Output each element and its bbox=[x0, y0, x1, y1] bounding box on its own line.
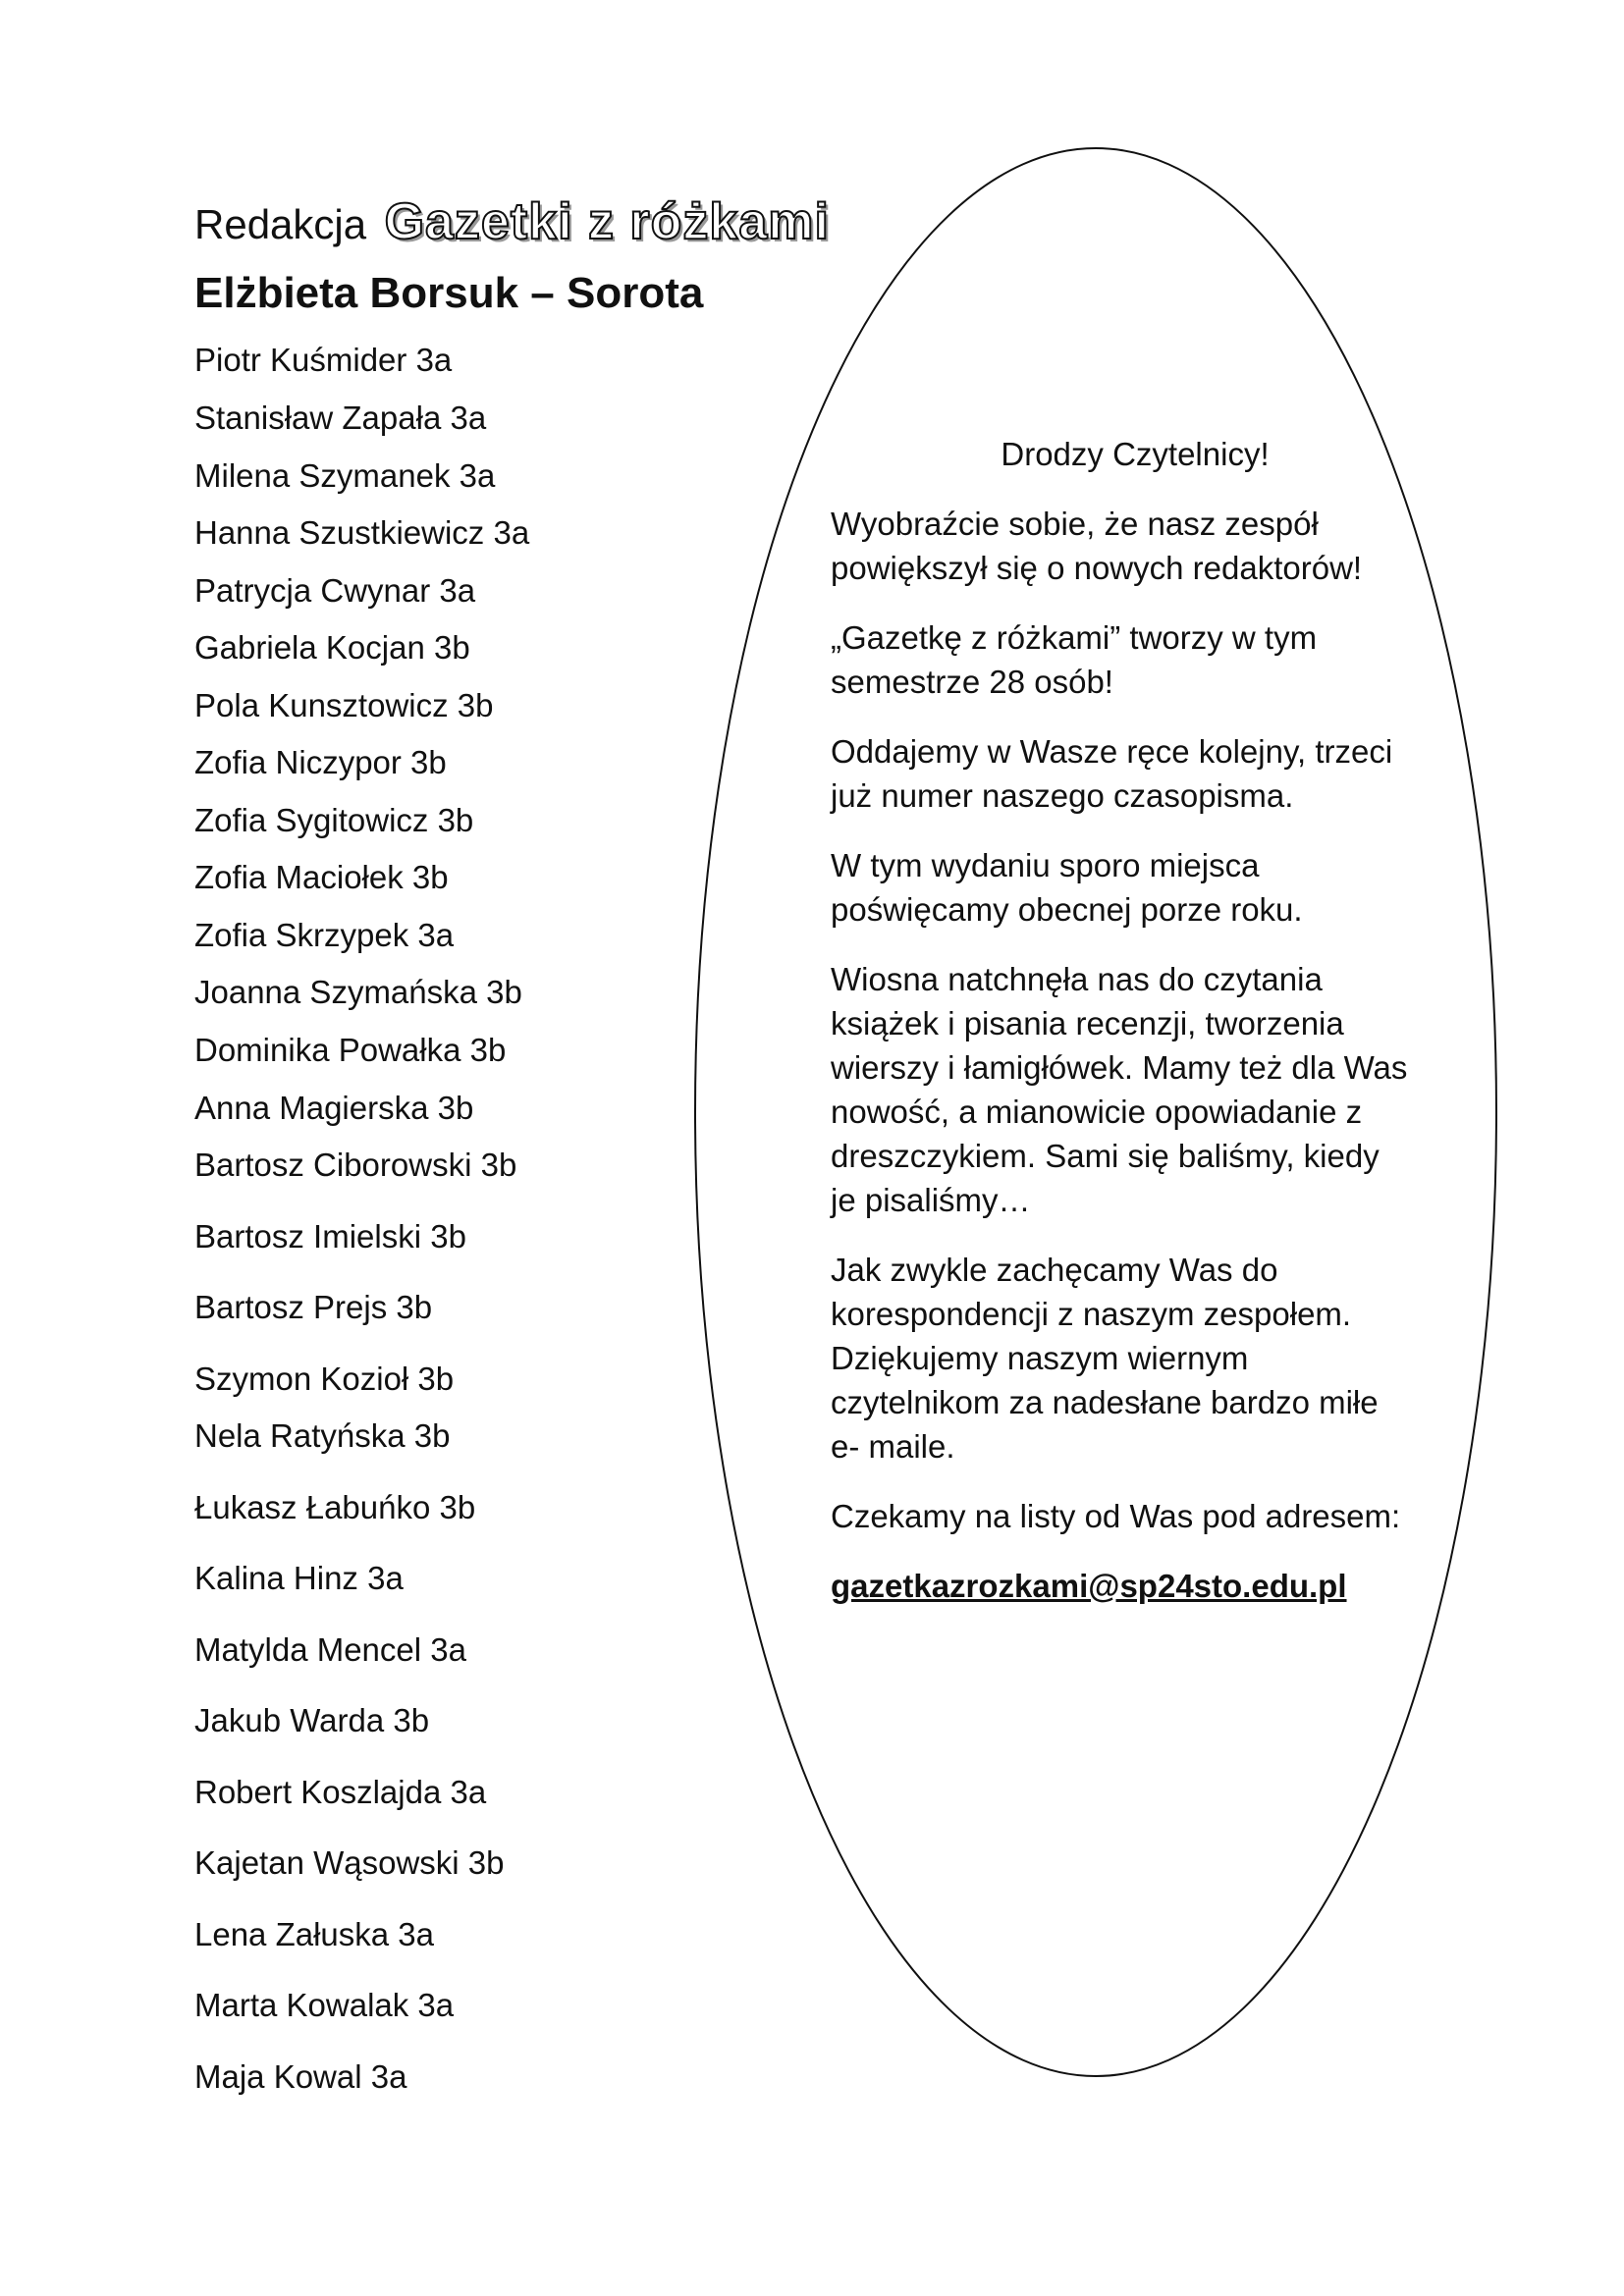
newspaper-title: Gazetki z różkami bbox=[384, 193, 830, 250]
member-item: Nela Ratyńska 3b bbox=[194, 1417, 451, 1454]
member-item: Kalina Hinz 3a bbox=[194, 1560, 404, 1596]
member-item: Maja Kowal 3a bbox=[194, 2058, 407, 2095]
member-item: Joanna Szymańska 3b bbox=[194, 974, 522, 1010]
member-item: Robert Koszlajda 3a bbox=[194, 1774, 487, 1810]
member-item: Zofia Niczypor 3b bbox=[194, 744, 447, 780]
member-item: Marta Kowalak 3a bbox=[194, 1987, 455, 2023]
member-item: Milena Szymanek 3a bbox=[194, 457, 496, 494]
member-item: Bartosz Ciborowski 3b bbox=[194, 1147, 517, 1183]
editorial-heading bbox=[194, 192, 830, 261]
member-item: Lena Załuska 3a bbox=[194, 1916, 435, 1952]
letter-paragraph: Wyobraźcie sobie, że nasz zespół powiększył się o nowych redaktorów! bbox=[831, 506, 1363, 586]
member-item: Zofia Maciołek 3b bbox=[194, 859, 449, 895]
letter-paragraph: Czekamy na listy od Was pod adresem: bbox=[831, 1498, 1401, 1534]
contact-email-link[interactable]: gazetkazrozkami@sp24sto.edu.pl bbox=[831, 1568, 1347, 1604]
member-item: Pola Kunsztowicz 3b bbox=[194, 687, 494, 723]
member-item: Bartosz Prejs 3b bbox=[194, 1289, 433, 1325]
letter-paragraph: Wiosna natchnęła nas do czytania książek i pisania recenzji, tworzenia wierszy i łamigłówek. Mamy też dla Was nowość, a mianowicie opowiadanie z dreszczykiem. Sami się baliśmy, kiedy je pisaliśmy… bbox=[831, 961, 1408, 1218]
member-item: Matylda Mencel 3a bbox=[194, 1631, 466, 1668]
member-item: Jakub Warda 3b bbox=[194, 1702, 430, 1738]
member-item: Zofia Skrzypek 3a bbox=[194, 917, 455, 953]
editor-name: Elżbieta Borsuk – Sorota bbox=[194, 269, 704, 317]
member-item: Kajetan Wąsowski 3b bbox=[194, 1844, 505, 1881]
member-item: Szymon Kozioł 3b bbox=[194, 1361, 455, 1397]
letter-to-readers bbox=[831, 432, 1410, 1633]
member-item: Stanisław Zapała 3a bbox=[194, 400, 487, 436]
redakcja-label: Redakcja bbox=[194, 201, 367, 247]
member-item: Patrycja Cwynar 3a bbox=[194, 572, 476, 609]
member-item: Zofia Sygitowicz 3b bbox=[194, 802, 474, 838]
member-item: Anna Magierska 3b bbox=[194, 1090, 474, 1126]
member-item: Piotr Kuśmider 3a bbox=[194, 342, 453, 378]
letter-paragraph: „Gazetkę z różkami” tworzy w tym semestrze 28 osób! bbox=[831, 619, 1318, 700]
letter-paragraph: Oddajemy w Wasze ręce kolejny, trzeci już numer naszego czasopisma. bbox=[831, 733, 1393, 814]
member-item: Dominika Powałka 3b bbox=[194, 1032, 507, 1068]
letter-paragraph: W tym wydaniu sporo miejsca poświęcamy obecnej porze roku. bbox=[831, 847, 1303, 928]
member-item: Bartosz Imielski 3b bbox=[194, 1218, 466, 1255]
member-item: Łukasz Łabuńko 3b bbox=[194, 1489, 476, 1525]
member-item: Gabriela Kocjan 3b bbox=[194, 629, 470, 666]
letter-greeting: Drodzy Czytelnicy! bbox=[1001, 436, 1270, 472]
member-item: Hanna Szustkiewicz 3a bbox=[194, 514, 530, 551]
letter-paragraph: Jak zwykle zachęcamy Was do korespondencji z naszym zespołem. Dziękujemy naszym wiernym czytelnikom za nadesłane bardzo miłe e- maile. bbox=[831, 1252, 1379, 1465]
